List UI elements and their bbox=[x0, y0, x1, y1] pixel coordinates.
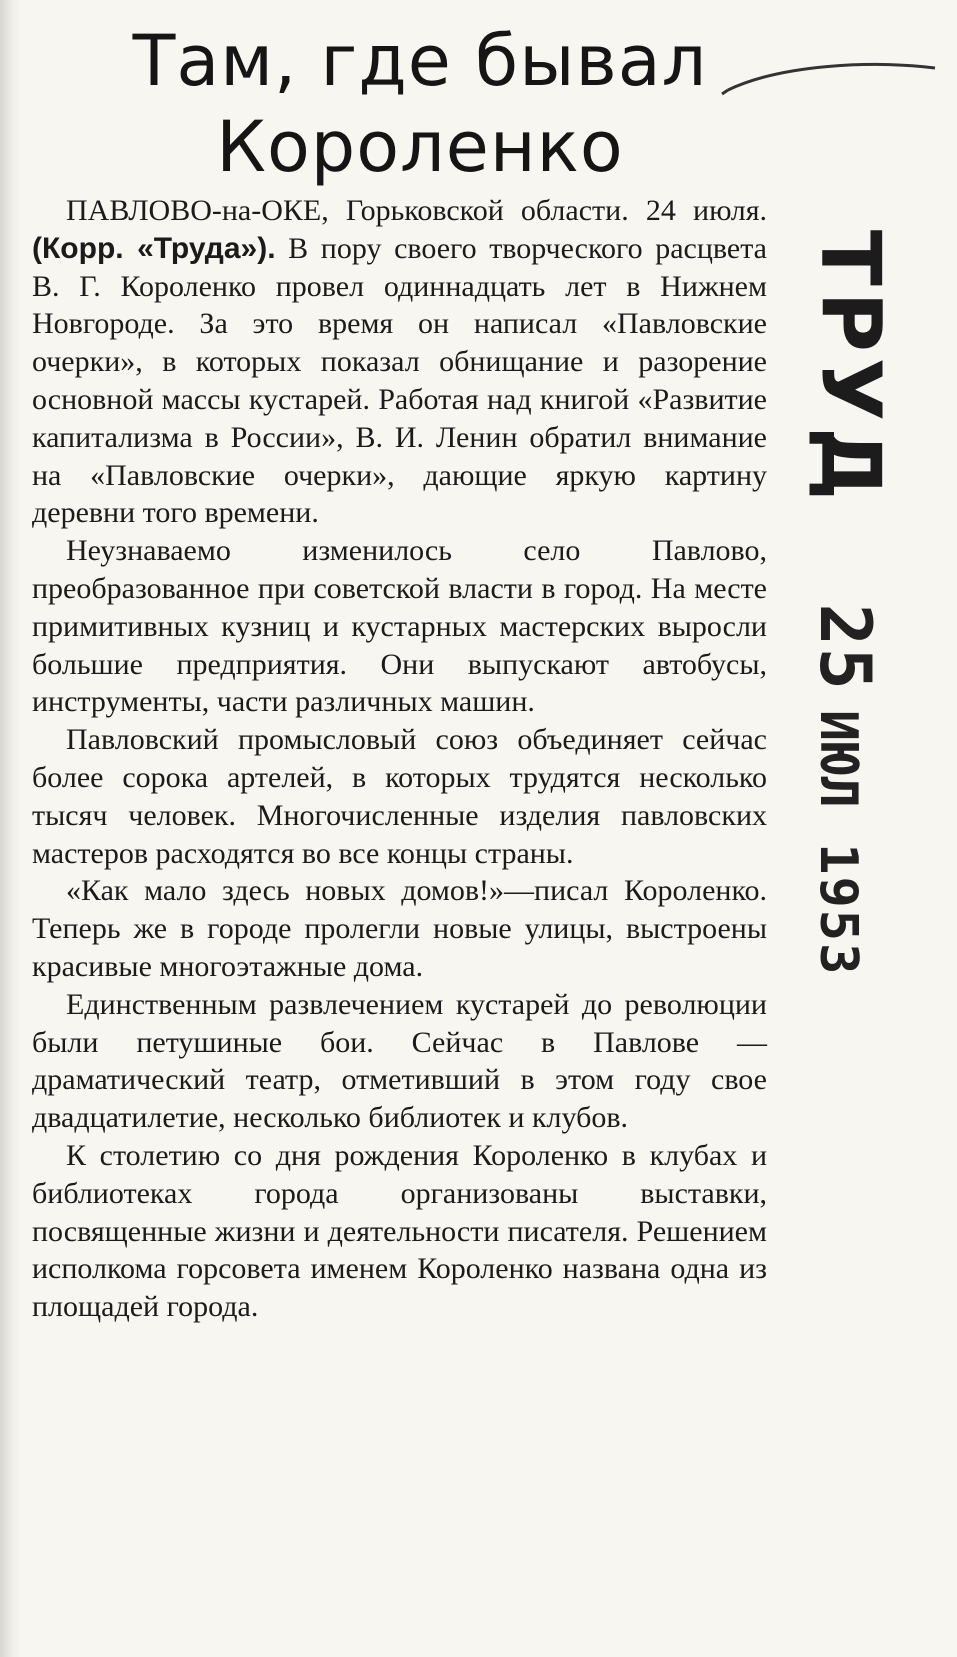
date-day: 25 bbox=[804, 603, 886, 692]
title-line-2: Короленко bbox=[216, 106, 624, 188]
date-stamp bbox=[790, 603, 900, 977]
date-month-year: ИЮЛ 1953 bbox=[808, 709, 868, 977]
paragraph-2: Неузнаваемо изменилось село Павлово, преобразованное при советской власти в город. На месте примитивных кузниц и кустарных мастерских выросли большие предприятия. Они выпускают автобусы, инструменты, части различных машин. bbox=[32, 534, 767, 719]
newspaper-name: ТРУД bbox=[802, 229, 898, 507]
article-title bbox=[80, 18, 760, 190]
paragraph-1-text: В пору своего творческого расцвета В. Г. Короленко провел одиннадцать лет в Нижнем Новгороде. За это время он написал «Павловские очерки», в которых показал обнищание и разорение основной массы кустарей. Работая над книгой «Развитие капитализма в России», В. И. Ленин обратил внимание на «Павловские очерки», дающие яркую картину деревни того времени. bbox=[32, 231, 767, 530]
paragraph-6: К столетию со дня рождения Короленко в клубах и библиотеках города организованы выставки, посвященные жизни и деятельности писателя. Решением исполкома горсовета именем Короленко названа одна из площадей города. bbox=[32, 1138, 767, 1324]
paragraph-4: «Как мало здесь новых домов!»—писал Короленко. Теперь же в городе пролегли новые улицы, выстроены красивые многоэтажные дома. bbox=[32, 874, 767, 983]
correspondent-credit: (Корр. «Труда»). bbox=[32, 231, 276, 265]
paragraph-3: Павловский промысловый союз объединяет сейчас более сорока артелей, в которых трудятся несколько тысяч человек. Многочисленные изделия павловских мастеров расходятся во все концы страны. bbox=[32, 723, 767, 870]
title-line-1: Там, где бывал bbox=[132, 20, 708, 102]
dateline: ПАВЛОВО-на-ОКЕ, Горьковской области. 24 июля. bbox=[66, 194, 767, 227]
article-body bbox=[32, 192, 767, 1326]
newspaper-name-stamp bbox=[790, 218, 910, 518]
clipping-edge bbox=[0, 0, 22, 1657]
pencil-mark bbox=[720, 50, 940, 210]
paragraph-5: Единственным развлечением кустарей до революции были петушиные бои. Сейчас в Павлове — драматический театр, отметивший в этом году свое двадцатилетие, несколько библиотек и клубов. bbox=[32, 987, 767, 1135]
paragraph-1 bbox=[32, 192, 767, 532]
